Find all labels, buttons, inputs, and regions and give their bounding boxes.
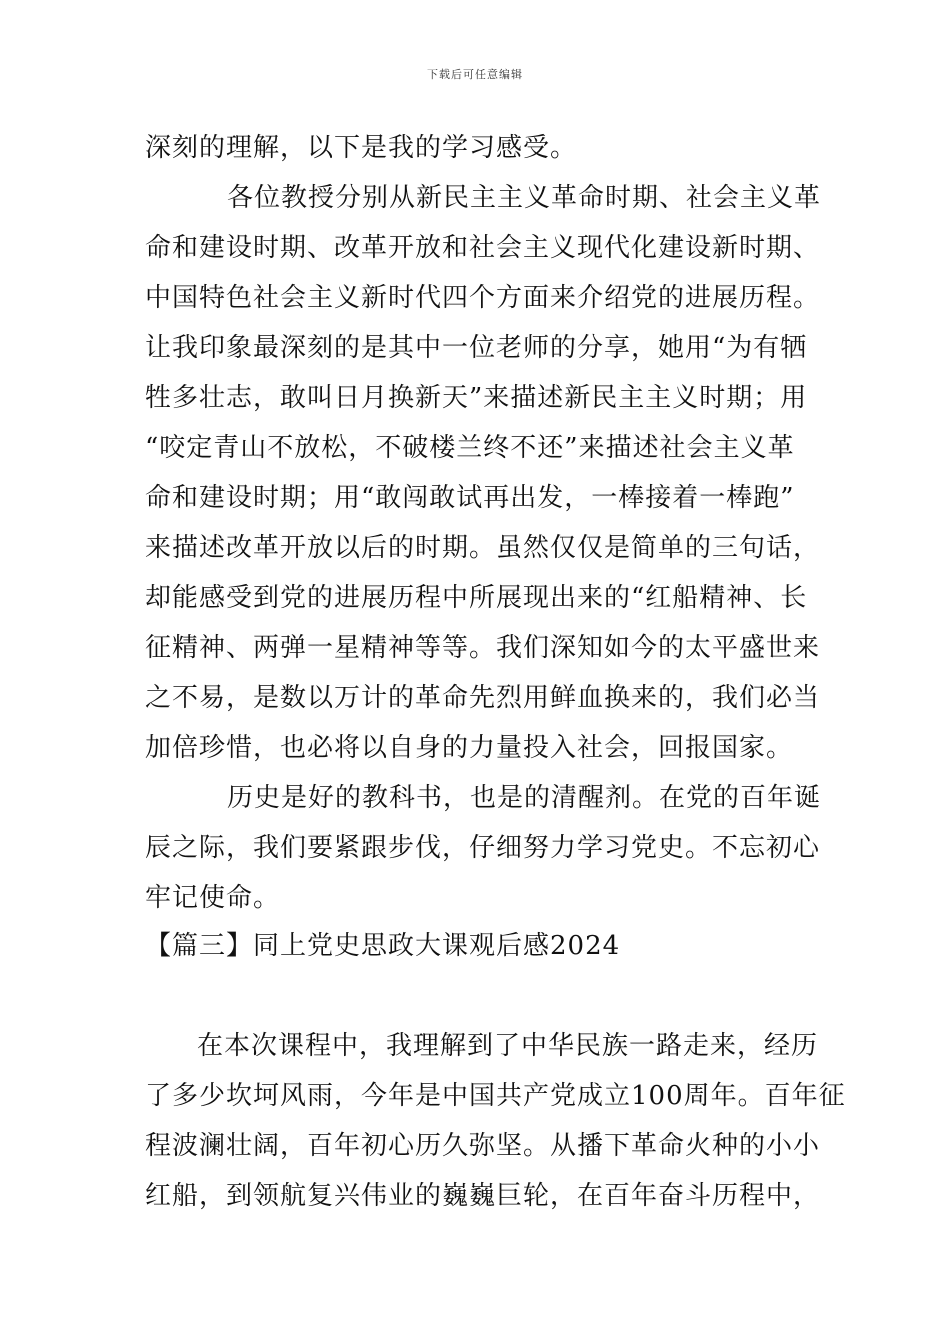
text-line: 中国特色社会主义新时代四个方面来介绍党的进展历程。 [145, 283, 821, 313]
text-line: “咬定青山不放松，不破楼兰终不还”来描述社会主义革 [145, 433, 795, 463]
text-line: 红船，到领航复兴伟业的巍巍巨轮，在百年奋斗历程中， [145, 1181, 821, 1211]
text-line: 了多少坎坷风雨，今年是中国共产党成立100周年。百年征 [145, 1081, 846, 1111]
text-line: 征精神、两弹一星精神等等。我们深知如今的太平盛世来 [145, 633, 821, 663]
text-line: 在本次课程中，我理解到了中华民族一路走来，经历 [197, 1031, 819, 1061]
text-line: 辰之际，我们要紧跟步伐，仔细努力学习党史。不忘初心 [145, 833, 821, 863]
section-heading: 【篇三】同上党史思政大课观后感2024 [145, 931, 621, 961]
text-line: 加倍珍惜，也必将以自身的力量投入社会，回报国家。 [145, 733, 794, 763]
text-line: 程波澜壮阔，百年初心历久弥坚。从播下革命火种的小小 [145, 1131, 821, 1161]
text-line: 牲多壮志，敢叫日月换新天”来描述新民主主义时期；用 [145, 383, 808, 413]
text-line: 历史是好的教科书，也是的清醒剂。在党的百年诞 [227, 783, 822, 813]
text-line: 却能感受到党的进展历程中所展现出来的“红船精神、长 [145, 583, 808, 613]
text-line: 深刻的理解，以下是我的学习感受。 [145, 133, 578, 163]
text-line: 各位教授分别从新民主主义革命时期、社会主义革 [227, 183, 822, 213]
header-note: 下载后可任意编辑 [427, 68, 523, 81]
text-line: 之不易，是数以万计的革命先烈用鲜血换来的，我们必当 [145, 683, 821, 713]
text-line: 让我印象最深刻的是其中一位老师的分享，她用“为有牺 [145, 333, 808, 363]
text-line: 来描述改革开放以后的时期。虽然仅仅是简单的三句话， [145, 533, 821, 563]
text-line: 命和建设时期、改革开放和社会主义现代化建设新时期、 [145, 233, 821, 263]
text-line: 牢记使命。 [145, 883, 281, 913]
text-line: 命和建设时期；用“敢闯敢试再出发，一棒接着一棒跑” [145, 483, 795, 513]
